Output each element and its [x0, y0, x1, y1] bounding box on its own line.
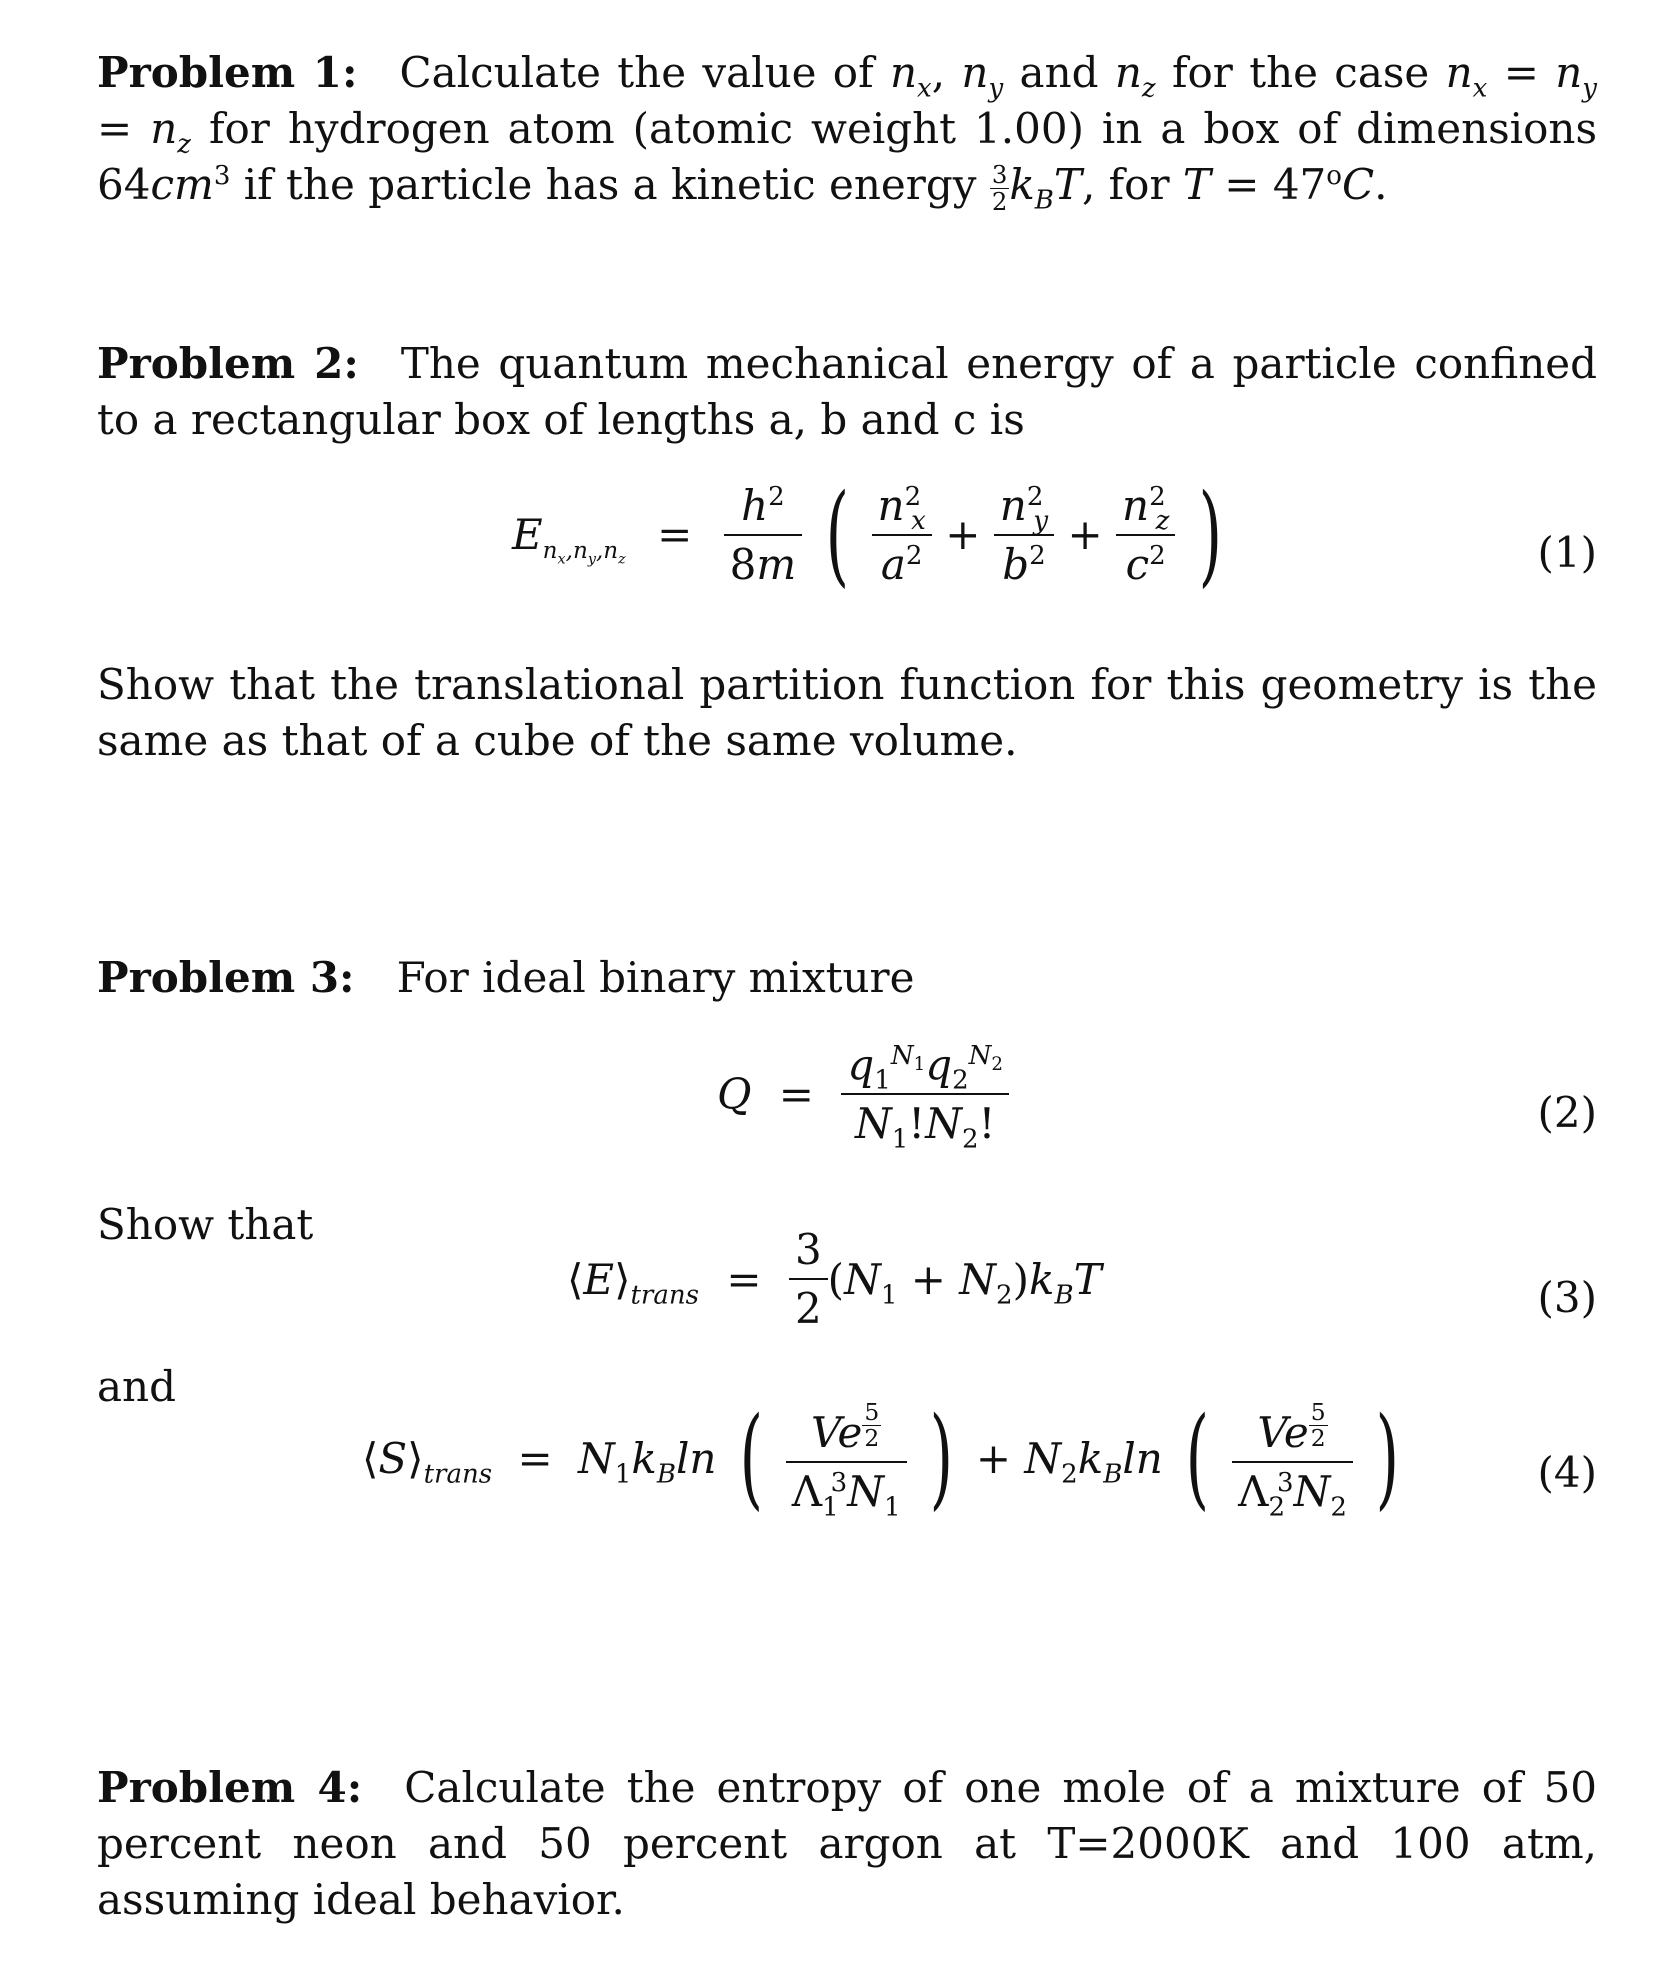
problem-4-label: Problem 4: — [97, 1763, 363, 1812]
equation-1-number: (1) — [1537, 528, 1597, 577]
equation-2-number: (2) — [1537, 1088, 1597, 1137]
problem-4-text: Calculate the entropy of one mole of a mixture of 50 percent neon and 50 percent argon at T=2000K and 100 atm, assuming ideal behavior. — [97, 1763, 1598, 1924]
problem-3-label: Problem 3: — [97, 953, 355, 1002]
problem-1-label: Problem 1: — [97, 48, 358, 97]
equation-1 — [97, 471, 1597, 630]
and-label: and — [97, 1362, 176, 1411]
problem-2-label: Problem 2: — [97, 339, 359, 388]
equation-4-number: (4) — [1537, 1448, 1597, 1497]
equation-2-body: Q = $\frac{q_1^{N_1}q_2^{N_2}}{N_1!N_2!}$ — [717, 1040, 1009, 1148]
problem-1 — [97, 45, 1597, 214]
problem-2 — [97, 336, 1597, 448]
equation-1-body: $E_{n_x,n_y,n_z}$ = $\frac{h^2}{8m}$ ( $\frac{n^2_x}{a^2}$ + $\frac{n^2_y}{b^2}$ + $\frac{n^2_z}{c^2}$ ) — [512, 471, 1222, 598]
equation-4 — [97, 1394, 1597, 1550]
problem-2-followup: Show that the translational partition function for this geometry is the same as that of a cube of the same volume. — [97, 660, 1597, 765]
equation-3-body: $⟨E⟩_{trans}$ = $\frac{3}{2}$ $(N_1 + N_2)k_BT$ — [567, 1225, 1102, 1333]
problem-3 — [97, 950, 1597, 1006]
problem-2-text: The quantum mechanical energy of a particle confined to a rectangular box of lengths a, b and c is — [97, 339, 1597, 444]
equation-3-number: (3) — [1537, 1273, 1597, 1322]
show-that-label: Show that — [97, 1200, 314, 1249]
problem-3-text: For ideal binary mixture — [396, 953, 915, 1002]
equation-2 — [97, 1040, 1597, 1190]
equation-4-body: $⟨S⟩_{trans} = N_1k_B\ln$ ( Ve $^{\frac{5}{2}}$ $\Lambda_1^3N_1$ ) + $N_2k_B\ln$ ( Ve $^{\frac{5}{2}}$ $\Lambda_2^3N_2$ ) — [362, 1394, 1400, 1523]
problem-1-text: Calculate the value of $n_x$, $n_y$ and $n_z$ for the case $n_x = n_y = n_z$ for hydrogen atom (atomic weight 1.00) in a box of dimensions $64cm^3$ if the particle has a kinetic energy $\frac{3}{2}$ $k_BT$, for $T = 47^oC$. — [97, 48, 1598, 216]
equation-3 — [97, 1225, 1597, 1375]
problem-4 — [97, 1760, 1597, 1928]
